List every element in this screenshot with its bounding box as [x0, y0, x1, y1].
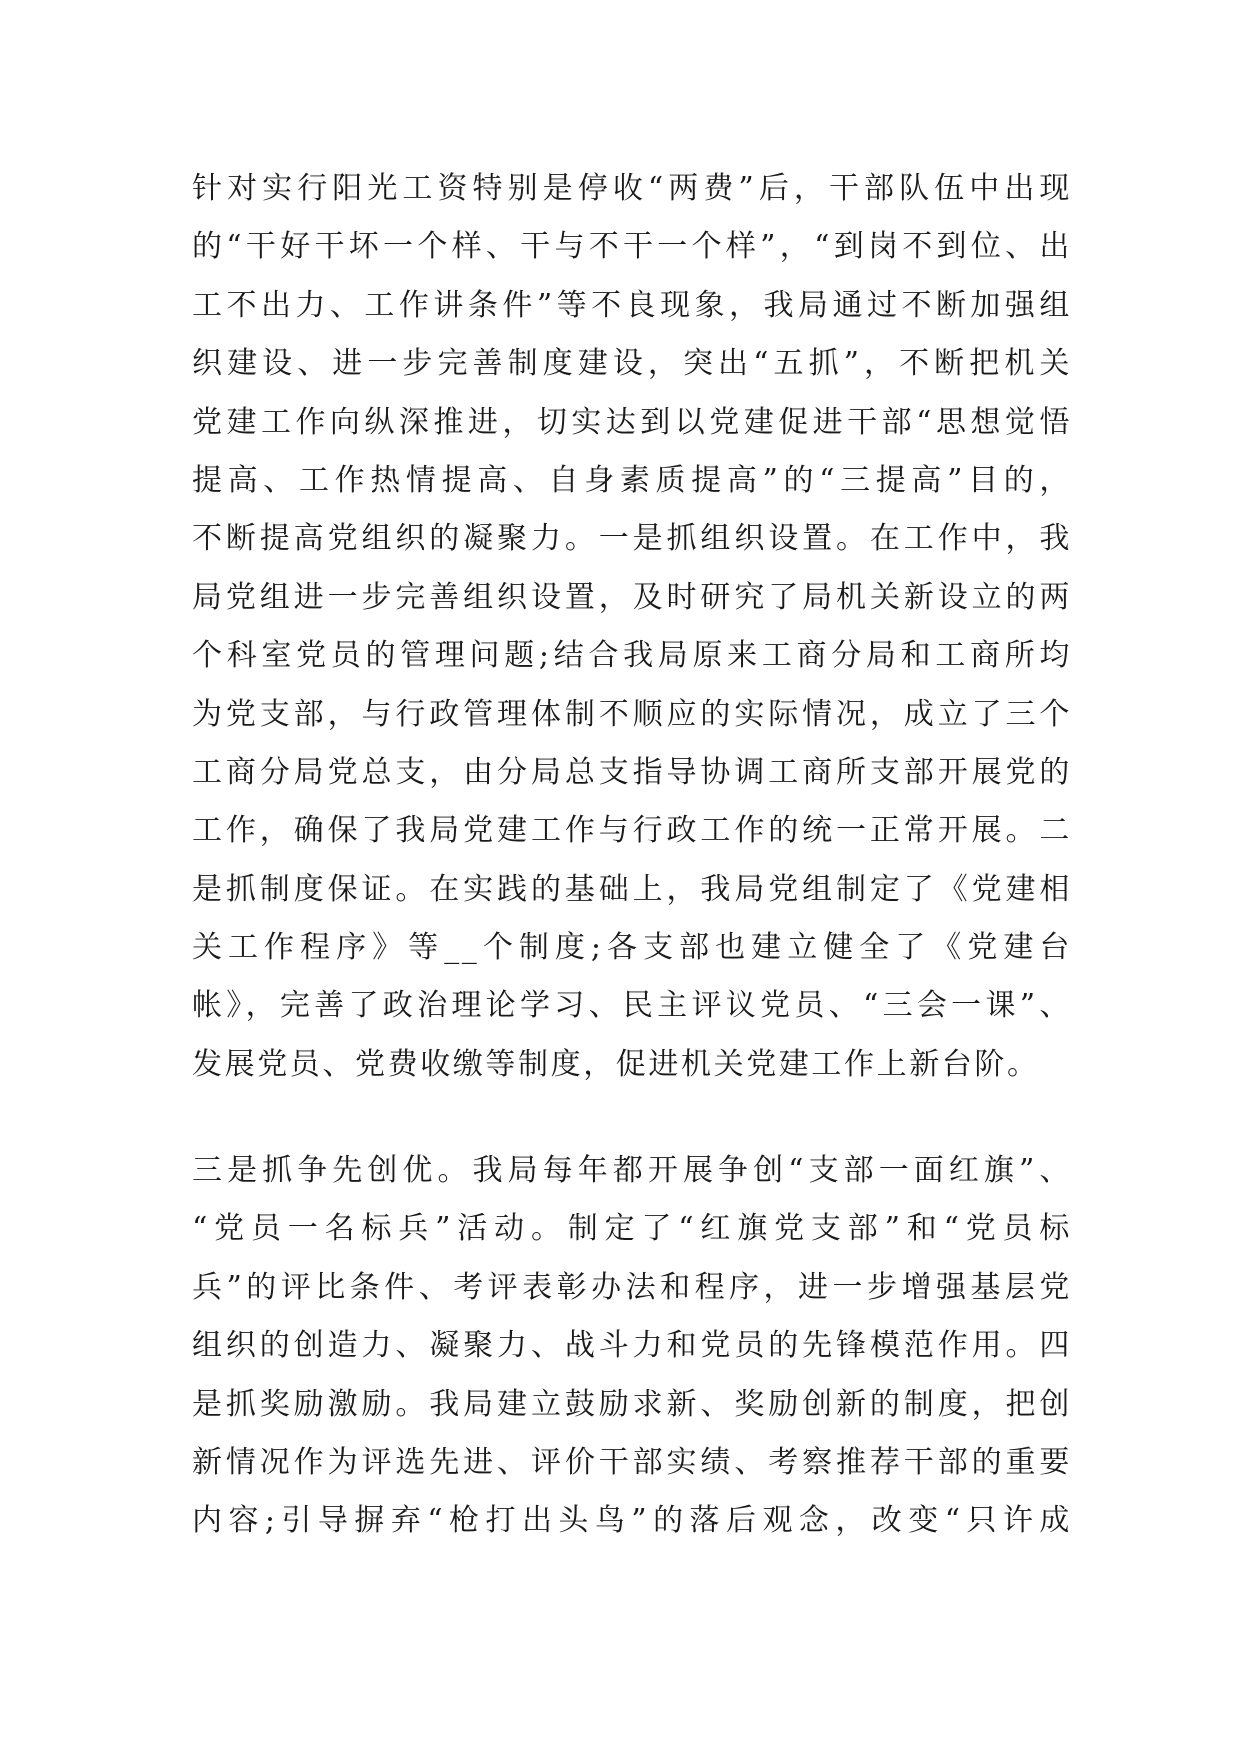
text-line: 个科室党员的管理问题;结合我局原来工商分局和工商所均	[192, 638, 1072, 674]
text-line: 新情况作为评选先进、评价干部实绩、考察推荐干部的重要	[192, 1444, 1072, 1480]
text-line: 兵”的评比条件、考评表彰办法和程序，进一步增强基层党	[192, 1269, 1072, 1305]
text-line: 工商分局党总支，由分局总支指导协调工商所支部开展党的	[192, 754, 1072, 790]
text-line: 是抓制度保证。在实践的基础上，我局党组制定了《党建相	[192, 871, 1072, 907]
text-line: 的“干好干坏一个样、干与不干一个样”，“到岗不到位、出	[192, 229, 1072, 265]
text-line: 提高、工作热情提高、自身素质提高”的“三提高”目的，	[192, 462, 1072, 498]
text-line: 局党组进一步完善组织设置，及时研究了局机关新设立的两	[192, 579, 1072, 615]
paragraph-2	[192, 1142, 1072, 1551]
text-line: 是抓奖励激励。我局建立鼓励求新、奖励创新的制度，把创	[192, 1386, 1072, 1422]
text-line: 内容;引导摒弃“枪打出头鸟”的落后观念，改变“只许成	[192, 1503, 1072, 1539]
text-line: 党建工作向纵深推进，切实达到以党建促进干部“思想觉悟	[192, 404, 1072, 440]
text-line: 不断提高党组织的凝聚力。一是抓组织设置。在工作中，我	[192, 521, 1072, 557]
text-line: 关工作程序》等__个制度;各支部也建立健全了《党建台	[192, 930, 1072, 966]
text-line: 组织的创造力、凝聚力、战斗力和党员的先锋模范作用。四	[192, 1328, 1072, 1364]
text-line: 三是抓争先创优。我局每年都开展争创“支部一面红旗”、	[192, 1153, 1072, 1188]
text-line: 工作，确保了我局党建工作与行政工作的统一正常开展。二	[192, 813, 1072, 849]
text-line: 针对实行阳光工资特别是停收“两费”后，干部队伍中出现	[192, 171, 1072, 206]
text-line: 织建设、进一步完善制度建设，突出“五抓”，不断把机关	[192, 346, 1072, 382]
text-line: “党员一名标兵”活动。制定了“红旗党支部”和“党员标	[192, 1211, 1072, 1247]
text-line: 工不出力、工作讲条件”等不良现象，我局通过不断加强组	[192, 287, 1072, 323]
text-line: 发展党员、党费收缴等制度，促进机关党建工作上新台阶。	[192, 1046, 1040, 1082]
paragraph-1	[192, 160, 1072, 1094]
text-line: 为党支部，与行政管理体制不顺应的实际情况，成立了三个	[192, 696, 1072, 732]
text-line: 帐》，完善了政治理论学习、民主评议党员、“三会一课”、	[192, 988, 1072, 1024]
